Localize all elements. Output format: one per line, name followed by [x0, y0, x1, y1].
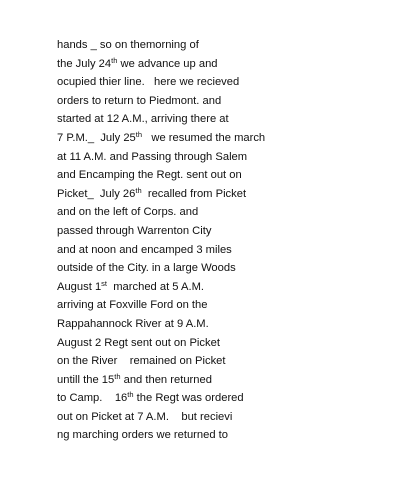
transcript-line [57, 259, 357, 278]
line-text: August 1 [57, 280, 102, 293]
line-text: outside of the City. in a large Woods [57, 262, 236, 275]
transcript-text [57, 36, 357, 445]
transcript-line [57, 166, 357, 185]
line-text: we advance up and [117, 57, 218, 70]
transcript-line [57, 55, 357, 74]
line-text: the Regt was ordered [133, 392, 244, 405]
transcript-line [57, 110, 357, 129]
line-text: started at 12 A.M., arriving there at [57, 113, 229, 126]
transcript-line [57, 278, 357, 297]
ordinal-suffix: th [114, 371, 121, 381]
transcript-line [57, 371, 357, 390]
line-text: out on Picket at 7 A.M. but recievi [57, 410, 233, 423]
line-text: untill the 15 [57, 373, 115, 386]
line-text: Rappahannock River at 9 A.M. [57, 317, 209, 330]
transcript-line [57, 92, 357, 111]
line-text: on the River remained on Picket [57, 355, 226, 368]
line-text: and Encamping the Regt. sent out on [57, 169, 242, 182]
line-text: 7 P.M._ July 25 [57, 131, 136, 144]
line-text: and then returned [120, 373, 212, 386]
transcript-line [57, 148, 357, 167]
transcript-line [57, 129, 357, 148]
ordinal-suffix: st [101, 278, 108, 288]
line-text: hands _ so on themorning of [57, 39, 199, 51]
line-text: August 2 Regt sent out on Picket [57, 336, 220, 349]
transcript-line [57, 73, 357, 92]
line-text: at 11 A.M. and Passing through Salem [57, 150, 248, 163]
transcript-line [57, 352, 357, 371]
ordinal-suffix: th [111, 55, 118, 65]
line-text: orders to return to Piedmont. and [57, 94, 222, 107]
line-text: to Camp. 16 [57, 392, 128, 405]
transcript-line [57, 203, 357, 222]
transcript-line [57, 222, 357, 241]
ordinal-suffix: th [135, 185, 142, 195]
transcript-line [57, 296, 357, 315]
line-text: the July 24 [57, 57, 112, 70]
ordinal-suffix: th [135, 129, 143, 139]
line-text: arriving at Foxville Ford on the [57, 299, 208, 312]
transcript-line [57, 315, 357, 334]
line-text: passed through Warrenton City [57, 224, 212, 237]
line-text: ng marching orders we returned to [57, 429, 229, 442]
ordinal-suffix: th [127, 390, 134, 400]
transcript-line [57, 426, 357, 445]
transcript-line [57, 241, 357, 260]
transcript-line [57, 36, 357, 55]
line-text: we resumed the march [142, 131, 266, 144]
line-text: ocupied thier line. here we recieved [57, 76, 240, 89]
transcript-line [57, 389, 357, 408]
line-text: and on the left of Corps. and [57, 206, 199, 219]
transcript-line [57, 185, 357, 204]
line-text: recalled from Picket [141, 187, 247, 200]
transcript-line [57, 334, 357, 353]
line-text: Picket_ July 26 [57, 187, 136, 200]
line-text: and at noon and encamped 3 miles [57, 243, 232, 256]
transcript-line [57, 408, 357, 427]
line-text: marched at 5 A.M. [107, 280, 205, 293]
